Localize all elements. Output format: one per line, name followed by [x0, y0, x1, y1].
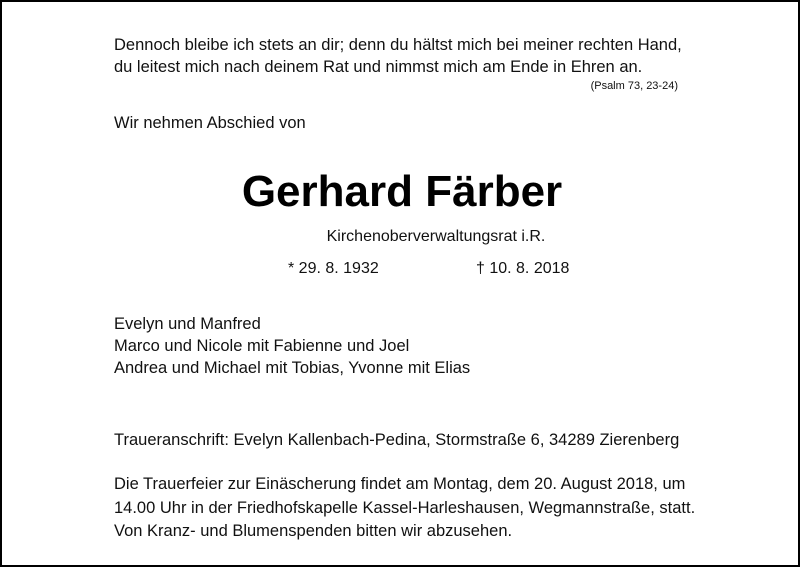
verse-reference: (Psalm 73, 23-24) [590, 80, 678, 92]
deceased-title: Kirchenoberverwaltungsrat i.R. [326, 228, 546, 245]
ceremony-line: 14.00 Uhr in der Friedhofskapelle Kassel-Harleshausen, Wegmannstraße, statt. [114, 499, 696, 517]
intro-text: Wir nehmen Abschied von [114, 114, 306, 132]
birth-date: * 29. 8. 1932 [288, 260, 379, 277]
death-date: † 10. 8. 2018 [476, 260, 570, 277]
ceremony-line: Die Trauerfeier zur Einäscherung findet am Montag, dem 20. August 2018, um [114, 475, 686, 493]
ceremony-line: Von Kranz- und Blumenspenden bitten wir abzusehen. [114, 522, 513, 540]
mourner-line: Evelyn und Manfred [114, 315, 261, 333]
mourner-line: Andrea und Michael mit Tobias, Yvonne mit Elias [114, 359, 471, 377]
deceased-name: Gerhard Färber [241, 167, 563, 216]
mourner-line: Marco und Nicole mit Fabienne und Joel [114, 337, 410, 355]
verse-line-1: Dennoch bleibe ich stets an dir; denn du hältst mich bei meiner rechten Hand, [114, 36, 682, 54]
mourning-address: Traueranschrift: Evelyn Kallenbach-Pedina, Stormstraße 6, 34289 Zierenberg [114, 431, 680, 449]
verse-line-2: du leitest mich nach deinem Rat und nimmst mich am Ende in Ehren an. [114, 58, 643, 76]
